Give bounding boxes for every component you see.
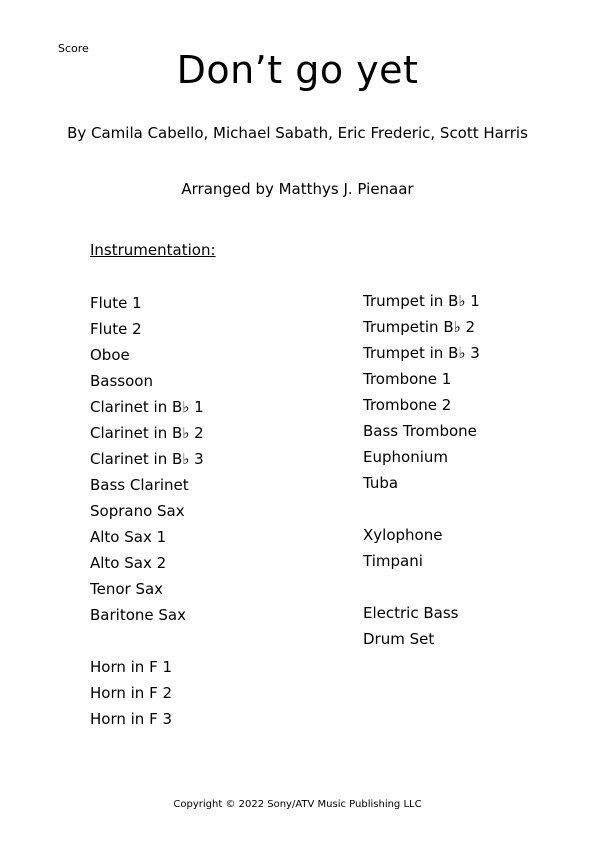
instrument-item: Flute 1 (90, 294, 142, 312)
instrument-item: Bass Trombone (363, 422, 477, 440)
instrument-item: Bassoon (90, 372, 153, 390)
arranger-credit: Arranged by Matthys J. Pienaar (181, 180, 414, 198)
instrument-item: Xylophone (363, 526, 443, 544)
instrument-item: Horn in F 3 (90, 710, 173, 728)
instrument-item: Trumpet in B♭ 3 (363, 344, 480, 362)
instrument-item: Trumpetin B♭ 2 (363, 318, 475, 336)
instrument-item: Baritone Sax (90, 606, 186, 624)
instrument-item: Soprano Sax (90, 502, 185, 520)
instrument-item: Clarinet in B♭ 2 (90, 424, 204, 442)
instrument-item: Horn in F 2 (90, 684, 173, 702)
instrument-item: Euphonium (363, 448, 448, 466)
instrument-item: Alto Sax 2 (90, 554, 167, 572)
score-label: Score (58, 42, 89, 55)
list-spacer (363, 574, 480, 600)
instrument-item: Bass Clarinet (90, 476, 189, 494)
instrument-item: Tuba (363, 474, 399, 492)
instrument-item: Trombone 2 (363, 396, 452, 414)
list-spacer (363, 496, 480, 522)
instrumentation-heading-label: Instrumentation (90, 241, 211, 259)
instrumentation-heading (90, 241, 216, 259)
list-spacer (90, 628, 204, 654)
composers-credit: By Camila Cabello, Michael Sabath, Eric Frederic, Scott Harris (67, 124, 528, 142)
instrument-item: Tenor Sax (90, 580, 164, 598)
instrument-item: Electric Bass (363, 604, 459, 622)
copyright-notice: Copyright © 2022 Sony/ATV Music Publishing LLC (173, 799, 422, 810)
instrument-item: Oboe (90, 346, 130, 364)
instrument-item: Flute 2 (90, 320, 142, 338)
instrument-item: Trombone 1 (363, 370, 452, 388)
instrument-item: Clarinet in B♭ 3 (90, 450, 204, 468)
instrument-item: Drum Set (363, 630, 435, 648)
instrument-item: Alto Sax 1 (90, 528, 167, 546)
instrument-list-left (90, 290, 204, 732)
instrument-item: Clarinet in B♭ 1 (90, 398, 204, 416)
instrument-item: Timpani (363, 552, 423, 570)
instrument-item: Trumpet in B♭ 1 (363, 292, 480, 310)
instrument-item: Horn in F 1 (90, 658, 173, 676)
instrument-list-right (363, 288, 480, 652)
instrumentation-heading-colon: : (210, 241, 216, 259)
page-title: Don’t go yet (176, 48, 419, 92)
